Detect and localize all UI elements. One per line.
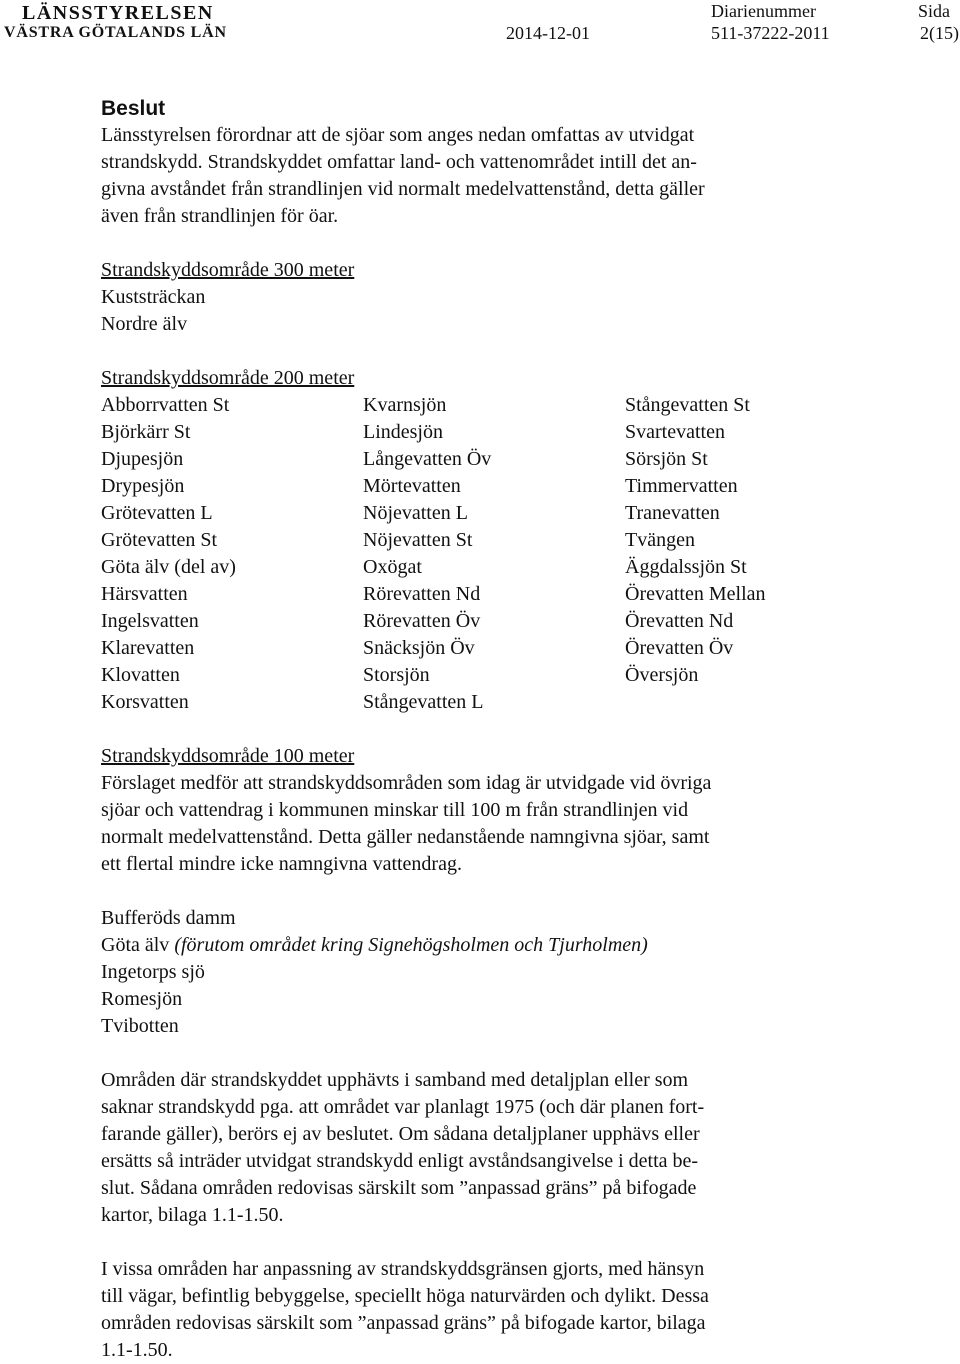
lake-item: Örevatten Mellan — [625, 583, 766, 605]
upphavs-paragraph — [101, 1067, 821, 1229]
lake-item: Storsjön — [363, 664, 430, 686]
section-heading-beslut: Beslut — [101, 97, 166, 120]
page-label: Sida — [918, 1, 951, 21]
lake-item: Tvängen — [625, 529, 695, 551]
lake-item: Rörevatten Nd — [363, 583, 481, 605]
org-logo-line2: VÄSTRA GÖTALANDS LÄN — [4, 24, 227, 41]
lake-item: Nöjevatten St — [363, 529, 473, 551]
text-line: I vissa områden har anpassning av strandskyddsgränsen gjorts, med hänsyn — [101, 1258, 705, 1280]
document-date: 2014-12-01 — [506, 23, 590, 43]
text-line: ersätts så inträder utvidgat strandskydd enligt avståndsangivelse i detta be- — [101, 1150, 699, 1172]
org-logo-line1: LÄNSSTYRELSEN — [22, 2, 214, 24]
lake-item: Kvarnsjön — [363, 394, 447, 416]
text-line: Länsstyrelsen förordnar att de sjöar som anges nedan omfattas av utvidgat — [101, 124, 695, 146]
zone-200-heading: Strandskyddsområde 200 meter — [101, 367, 355, 389]
lake-item: Djupesjön — [101, 448, 184, 470]
lake-item: Översjön — [625, 664, 699, 686]
lake-item: Grötevatten St — [101, 529, 218, 551]
diarienummer-value: 511-37222-2011 — [711, 23, 830, 43]
lake-item: Örevatten Öv — [625, 637, 734, 659]
text-line: saknar strandskydd pga. att området var planlagt 1975 (och där planen fort- — [101, 1096, 705, 1118]
text-line: Förslaget medför att strandskyddsområden som idag är utvidgade vid övriga — [101, 772, 712, 794]
zone-100-heading: Strandskyddsområde 100 meter — [101, 745, 355, 767]
lake-item: Svartevatten — [625, 421, 725, 443]
text-line: områden redovisas särskilt som ”anpassad gräns” på bifogade kartor, bilaga — [101, 1312, 706, 1334]
lake-item: Timmervatten — [625, 475, 738, 497]
lake-item: Örevatten Nd — [625, 610, 734, 632]
zone-300-item: Kuststräckan — [101, 286, 206, 308]
lake-item: Stångevatten L — [363, 691, 484, 713]
text-line: slut. Sådana områden redovisas särskilt som ”anpassad gräns” på bifogade — [101, 1177, 697, 1199]
letterhead — [0, 0, 960, 50]
lake-note: (förutom området kring Signehögsholmen och Tjurholmen) — [174, 934, 648, 956]
lake-item: Korsvatten — [101, 691, 189, 713]
text-line: även från strandlinjen för öar. — [101, 205, 339, 227]
zone-200-lake-list — [101, 392, 821, 716]
lake-item: Äggdalssjön St — [625, 556, 747, 578]
beslut-paragraph — [101, 122, 821, 230]
document-body — [101, 95, 821, 1364]
text-line: farande gäller), berörs ej av beslutet. Om sådana detaljplaner upphävs eller — [101, 1123, 700, 1145]
lake-item: Ingetorps sjö — [101, 961, 205, 983]
lake-item: Tvibotten — [101, 1015, 179, 1037]
lake-item: Långevatten Öv — [363, 448, 492, 470]
lake-item — [625, 689, 855, 716]
lake-item: Klovatten — [101, 664, 180, 686]
lake-item: Grötevatten L — [101, 502, 213, 524]
lake-item: Nöjevatten L — [363, 502, 468, 524]
lake-item: Bufferöds damm — [101, 907, 236, 929]
diarienummer-label: Diarienummer — [711, 1, 816, 21]
anpassning-paragraph — [101, 1256, 821, 1364]
lake-item: Snäcksjön Öv — [363, 637, 475, 659]
text-line: till vägar, befintlig bebyggelse, speciellt höga naturvärden och dylikt. Dessa — [101, 1285, 709, 1307]
lake-item: Sörsjön St — [625, 448, 708, 470]
lake-item: Romesjön — [101, 988, 183, 1010]
lake-item: Lindesjön — [363, 421, 443, 443]
lake-item: Göta älv (förutom området kring Signehögsholmen och Tjurholmen) — [101, 934, 648, 956]
lake-item: Björkärr St — [101, 421, 191, 443]
text-line: 1.1-1.50. — [101, 1339, 173, 1361]
lake-item: Drypesjön — [101, 475, 185, 497]
text-line: kartor, bilaga 1.1-1.50. — [101, 1204, 284, 1226]
lake-item: Ingelsvatten — [101, 610, 199, 632]
lake-item: Oxögat — [363, 556, 422, 578]
zone-100-paragraph — [101, 770, 821, 878]
zone-100-lake-list — [101, 905, 821, 1040]
lake-item: Göta älv (del av) — [101, 556, 236, 578]
text-line: Områden där strandskyddet upphävts i samband med detaljplan eller som — [101, 1069, 689, 1091]
lake-item: Tranevatten — [625, 502, 720, 524]
text-line: ett flertal mindre icke namngivna vattendrag. — [101, 853, 462, 875]
text-line: givna avståndet från strandlinjen vid normalt medelvattenstånd, detta gäller — [101, 178, 705, 200]
lake-item: Klarevatten — [101, 637, 195, 659]
text-line: sjöar och vattendrag i kommunen minskar till 100 m från strandlinjen vid — [101, 799, 689, 821]
zone-300-heading: Strandskyddsområde 300 meter — [101, 259, 355, 281]
page-number: 2(15) — [920, 23, 959, 43]
zone-300-item: Nordre älv — [101, 313, 188, 335]
lake-item: Mörtevatten — [363, 475, 461, 497]
text-line: normalt medelvattenstånd. Detta gäller nedanstående namngivna sjöar, samt — [101, 826, 710, 848]
lake-item: Rörevatten Öv — [363, 610, 481, 632]
lake-item: Härsvatten — [101, 583, 188, 605]
lake-item: Stångevatten St — [625, 394, 750, 416]
lake-item: Abborrvatten St — [101, 394, 230, 416]
text-line: strandskydd. Strandskyddet omfattar land- och vattenområdet intill det an- — [101, 151, 697, 173]
